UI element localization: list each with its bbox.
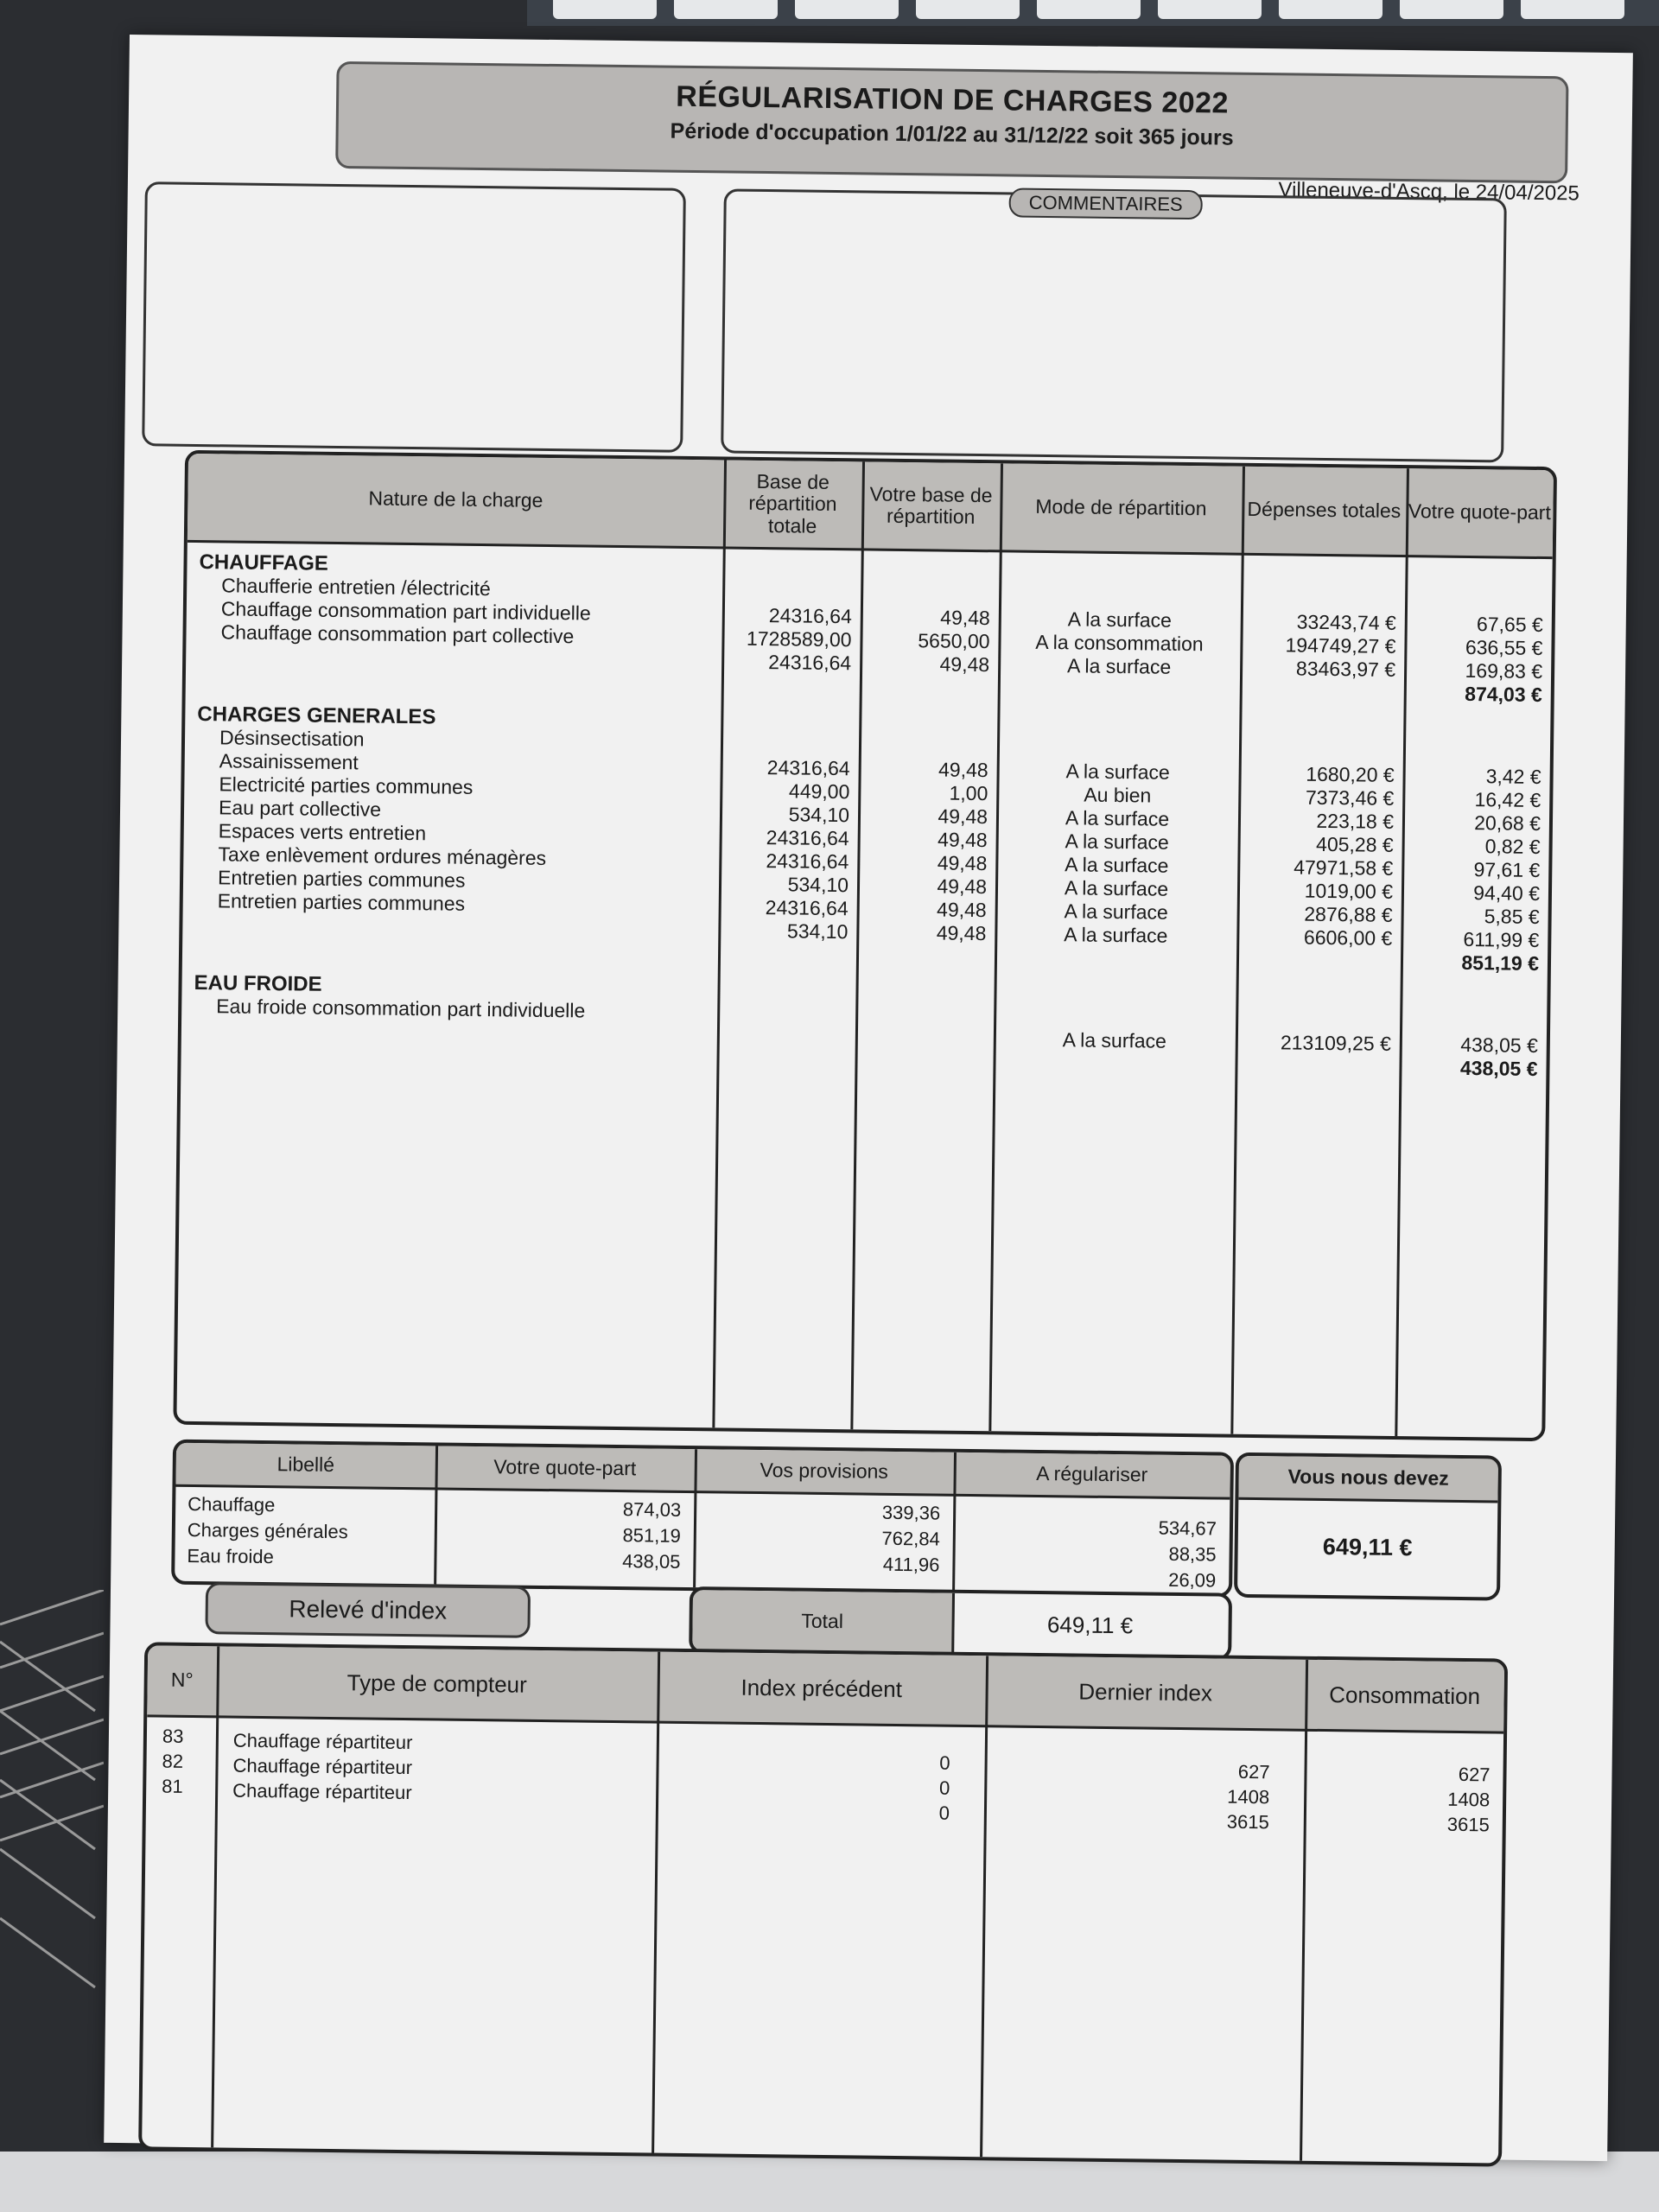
charge-votre-base: 49,48	[937, 874, 988, 899]
charge-votre-base	[859, 734, 988, 735]
charge-mode: Au bien	[1084, 783, 1152, 807]
occupation-period: Période d'occupation 1/01/22 au 31/12/22 soit 365 jours	[670, 118, 1234, 150]
charge-base-totale: 449,00	[788, 779, 850, 804]
charge-mode	[994, 1004, 1236, 1007]
charge-votre-base: 49,48	[940, 606, 990, 630]
charge-mode: A la consommation	[1035, 630, 1204, 656]
charge-votre-base: 1,00	[949, 781, 988, 805]
charge-quote-part	[1405, 588, 1543, 590]
header-base-totale: Base de répartition totale	[748, 469, 837, 537]
index-dernier: 1408	[1227, 1785, 1270, 1808]
index-section-title: Relevé d'index	[205, 1582, 531, 1638]
charge-label: Taxe enlèvement ordures ménagères	[218, 842, 547, 869]
address-box	[142, 181, 686, 453]
index-consommation: 627	[1458, 1763, 1491, 1786]
index-precedent: 0	[939, 1751, 950, 1774]
summary-libelle: Charges générales	[187, 1518, 348, 1543]
header-nature: Nature de la charge	[368, 486, 543, 512]
charge-quote-part: 94,40 €	[1473, 881, 1541, 906]
summary-provisions: 762,84	[881, 1527, 940, 1550]
charge-votre-base	[855, 1002, 985, 1004]
charge-label: Eau part collective	[218, 796, 382, 821]
charge-depenses: 6606,00 €	[1303, 925, 1393, 950]
charge-base-totale: 24316,64	[768, 604, 852, 628]
amount-due-label: Vous nous devez	[1287, 1465, 1449, 1491]
charge-mode: A la surface	[1064, 923, 1168, 947]
charge-mode: A la surface	[1065, 830, 1169, 854]
charge-quote-part	[1403, 741, 1541, 742]
charge-base-totale: 24316,64	[766, 849, 849, 874]
total-value: 649,11 €	[1046, 1611, 1134, 1639]
charge-quote-part: 20,68 €	[1474, 811, 1541, 836]
section-title: CHARGES GENERALES	[197, 702, 436, 729]
charge-base-totale	[717, 1001, 847, 1002]
charge-depenses	[1239, 739, 1395, 741]
charge-depenses	[1236, 1007, 1391, 1009]
charge-depenses: 47971,58 €	[1294, 855, 1394, 880]
charge-label: Assainissement	[219, 749, 359, 774]
column-divider	[1300, 1660, 1308, 2161]
index-precedent: 0	[938, 1802, 950, 1824]
keyboard-key	[1158, 0, 1262, 19]
charges-statement-page	[104, 35, 1633, 2161]
charge-base-totale	[717, 1024, 847, 1026]
charge-base-totale: 24316,64	[768, 651, 852, 675]
charge-label: Espaces verts entretien	[218, 819, 427, 845]
charge-quote-part: 3,42 €	[1485, 765, 1541, 789]
rug-pattern	[0, 1590, 104, 2074]
index-header-no: N°	[170, 1669, 194, 1692]
summary-regulariser: 88,35	[1168, 1542, 1217, 1566]
charge-votre-base: 49,48	[936, 921, 987, 945]
section-title: CHAUFFAGE	[199, 550, 329, 575]
charge-base-totale	[722, 580, 852, 582]
charge-mode	[997, 735, 1239, 738]
keyboard-key	[553, 0, 657, 19]
charge-base-totale: 24316,64	[766, 826, 849, 850]
place-and-date: Villeneuve-d'Ascq, le 24/04/2025	[1278, 178, 1580, 206]
charge-label: Désinsectisation	[219, 726, 365, 751]
charge-label: Eau froide consommation part individuelle	[216, 995, 586, 1022]
charge-votre-base: 49,48	[938, 804, 988, 829]
index-header-precedent: Index précédent	[741, 1674, 903, 1702]
summary-header-libelle: Libellé	[276, 1452, 335, 1477]
charge-depenses: 2876,88 €	[1304, 902, 1393, 926]
keyboard-key	[916, 0, 1020, 19]
charge-depenses: 194749,27 €	[1285, 633, 1396, 658]
charge-mode: A la surface	[1065, 760, 1170, 784]
charge-votre-base	[855, 1026, 985, 1027]
charge-mode	[999, 583, 1241, 586]
charge-votre-base: 49,48	[937, 828, 988, 852]
charge-mode: A la surface	[1062, 1028, 1167, 1052]
summary-quote-part: 874,03	[622, 1498, 682, 1521]
charge-votre-base: 49,48	[938, 758, 988, 782]
index-no: 83	[162, 1725, 184, 1747]
index-header-type: Type de compteur	[346, 1669, 527, 1698]
charges-table	[173, 450, 1557, 1441]
summary-regulariser: 534,67	[1158, 1516, 1217, 1540]
index-no: 82	[162, 1750, 184, 1772]
charge-quote-part: 636,55 €	[1465, 635, 1543, 660]
charge-mode: A la surface	[1065, 853, 1169, 877]
charge-quote-part: 438,05 €	[1460, 1033, 1538, 1057]
amount-due-value: 649,11 €	[1322, 1534, 1413, 1561]
section-title: EAU FROIDE	[194, 970, 322, 996]
charge-base-totale: 24316,64	[766, 756, 850, 780]
summary-provisions: 339,36	[881, 1501, 941, 1524]
summary-header-regulariser: A régulariser	[1036, 1462, 1148, 1486]
charge-quote-part: 5,85 €	[1484, 905, 1540, 929]
charge-base-totale	[721, 732, 850, 734]
charge-label: Entretien parties communes	[217, 866, 466, 892]
summary-quote-part: 438,05	[622, 1550, 681, 1573]
charge-votre-base	[861, 582, 990, 583]
header-quote-part: Votre quote-part	[1408, 499, 1551, 524]
charge-label: Chauffage consommation part individuelle	[220, 597, 591, 625]
charge-base-totale: 24316,64	[765, 896, 849, 920]
summary-table	[171, 1440, 1234, 1598]
index-no: 81	[162, 1775, 183, 1797]
charge-mode: A la surface	[1065, 806, 1170, 830]
keyboard-key	[674, 0, 778, 19]
charge-depenses: 33243,74 €	[1296, 610, 1396, 634]
index-header-dernier: Dernier index	[1078, 1678, 1213, 1707]
charge-mode: A la surface	[1064, 876, 1169, 900]
index-table	[138, 1642, 1508, 2166]
charge-depenses: 405,28 €	[1315, 832, 1394, 856]
charge-base-totale: 1728589,00	[746, 626, 852, 652]
charge-quote-part: 0,82 €	[1484, 835, 1541, 859]
comments-label: COMMENTAIRES	[1008, 188, 1202, 219]
charge-quote-part: 611,99 €	[1463, 927, 1540, 952]
charge-quote-part: 16,42 €	[1474, 788, 1541, 812]
charge-label: Entretien parties communes	[217, 889, 466, 915]
statement-title: RÉGULARISATION DE CHARGES 2022	[676, 79, 1230, 120]
summary-provisions: 411,96	[882, 1553, 940, 1576]
section-total: 874,03 €	[1465, 682, 1542, 707]
total-label: Total	[801, 1609, 844, 1633]
charge-votre-base: 49,48	[937, 851, 988, 875]
column-divider	[652, 1652, 660, 2153]
keyboard-key	[1521, 0, 1624, 19]
keyboard-key	[1400, 0, 1503, 19]
statement-header	[335, 61, 1568, 183]
header-votre-base: Votre base de répartition	[869, 482, 993, 528]
charge-mode: A la surface	[1067, 607, 1173, 632]
index-consommation: 3615	[1446, 1813, 1490, 1836]
charge-depenses	[1241, 587, 1396, 588]
charge-depenses: 1019,00 €	[1304, 879, 1394, 903]
charge-base-totale: 534,10	[787, 873, 849, 897]
charge-quote-part: 169,83 €	[1465, 658, 1543, 683]
charge-label: Electricité parties communes	[219, 772, 474, 798]
index-type: Chauffage répartiteur	[232, 1779, 412, 1804]
charge-depenses: 213109,25 €	[1280, 1031, 1391, 1055]
keyboard-background	[527, 0, 1659, 26]
charge-votre-base: 49,48	[939, 652, 990, 677]
keyboard-key	[795, 0, 899, 19]
charge-label: Chaufferie entretien /électricité	[221, 574, 491, 601]
charge-votre-base: 5650,00	[918, 629, 990, 653]
summary-header-quote-part: Votre quote-part	[493, 1455, 637, 1480]
section-total: 438,05 €	[1459, 1056, 1538, 1080]
summary-header-provisions: Vos provisions	[760, 1459, 889, 1484]
index-type: Chauffage répartiteur	[232, 1754, 413, 1779]
charge-depenses: 83463,97 €	[1295, 657, 1396, 681]
section-total: 851,19 €	[1461, 950, 1540, 976]
charge-quote-part	[1400, 1009, 1538, 1011]
charge-votre-base: 49,48	[936, 898, 987, 922]
charge-depenses: 7373,46 €	[1305, 785, 1395, 810]
charge-mode: A la surface	[1066, 654, 1172, 678]
column-divider	[211, 1646, 219, 2147]
comments-box	[721, 188, 1507, 462]
header-depenses: Dépenses totales	[1247, 498, 1402, 523]
charge-base-totale: 534,10	[788, 803, 850, 827]
index-dernier: 627	[1237, 1760, 1270, 1783]
charge-depenses: 1680,20 €	[1306, 762, 1395, 786]
summary-regulariser: 26,09	[1168, 1568, 1217, 1592]
summary-libelle: Eau froide	[187, 1544, 274, 1568]
index-consommation: 1408	[1447, 1788, 1491, 1811]
index-type: Chauffage répartiteur	[232, 1729, 413, 1754]
keyboard-key	[1279, 0, 1382, 19]
charge-label: Chauffage consommation part collective	[220, 620, 575, 648]
index-header-consommation: Consommation	[1329, 1681, 1481, 1709]
header-mode: Mode de répartition	[1035, 495, 1207, 520]
index-precedent: 0	[938, 1777, 950, 1799]
charge-quote-part: 97,61 €	[1473, 858, 1541, 882]
summary-quote-part: 851,19	[622, 1524, 681, 1547]
summary-libelle: Chauffage	[188, 1492, 276, 1516]
charge-base-totale: 534,10	[786, 919, 849, 944]
column-divider	[980, 1656, 988, 2157]
keyboard-key	[1037, 0, 1141, 19]
amount-due-box	[1234, 1452, 1502, 1601]
charge-quote-part: 67,65 €	[1476, 613, 1543, 637]
charge-mode: A la surface	[1064, 899, 1168, 924]
index-dernier: 3615	[1226, 1810, 1269, 1834]
charge-depenses: 223,18 €	[1316, 809, 1395, 833]
